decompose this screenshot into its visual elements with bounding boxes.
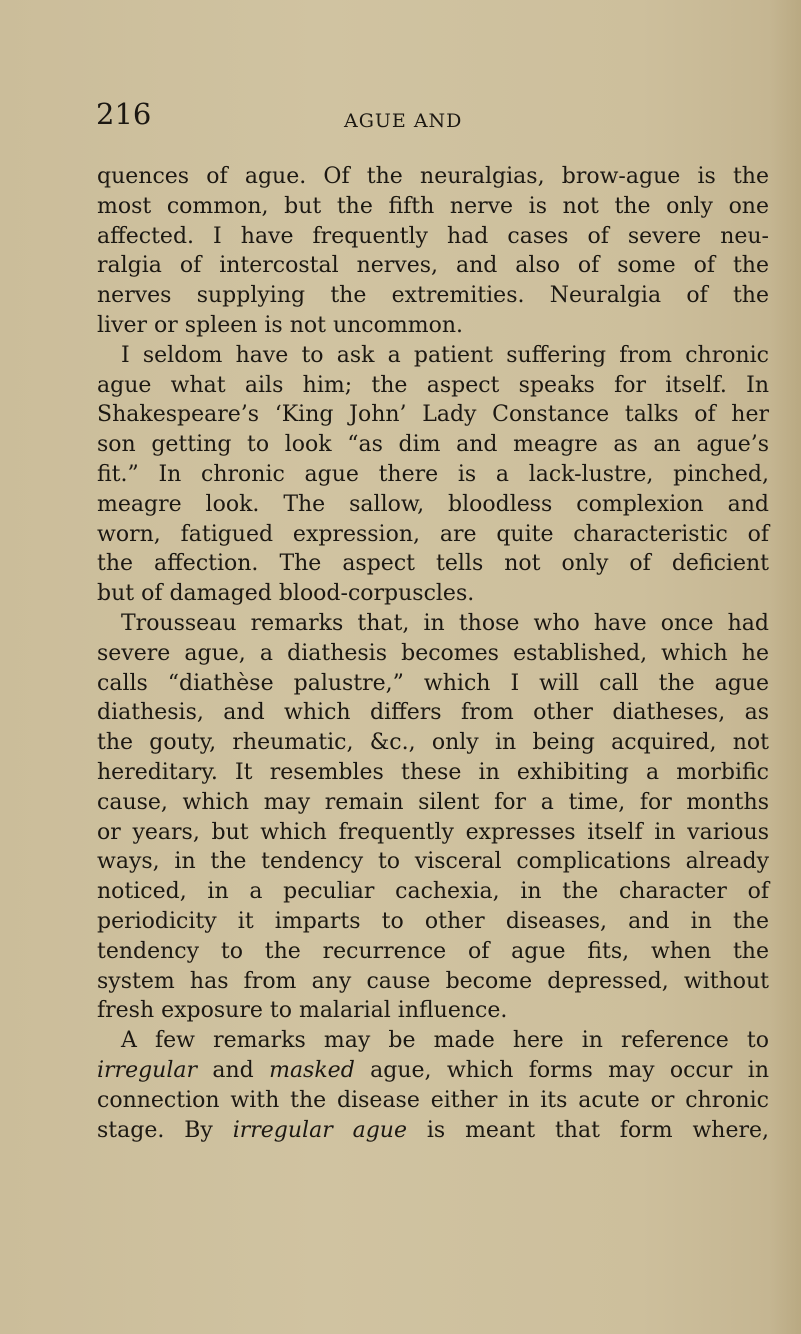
text-line: son getting to look “as dim and meagre as an ague’s	[97, 432, 769, 458]
text-line: the affection. The aspect tells not only of deficient	[97, 551, 769, 577]
text-line: the gouty, rheumatic, &c., only in being acquired, not	[97, 730, 769, 756]
text-line: meagre look. The sallow, bloodless complexion and	[97, 491, 769, 517]
text-line: quences of ague. Of the neuralgias, brow-ague is the	[97, 164, 769, 189]
running-head: AGUE AND	[344, 110, 463, 132]
text-line: but of damaged blood-corpuscles.	[97, 581, 475, 607]
text-segment: and	[197, 1057, 270, 1083]
text-line: fresh exposure to malarial influence.	[97, 998, 508, 1024]
text-line: most common, but the fifth nerve is not the only one	[97, 193, 769, 219]
text-line: I seldom have to ask a patient suffering from chronic	[121, 342, 769, 368]
text-line: hereditary. It resembles these in exhibiting a morbific	[97, 759, 769, 785]
text-line: or years, but which frequently expresses itself in various	[97, 819, 769, 845]
text-line: ague what ails him; the aspect speaks for itself. In	[97, 372, 769, 398]
text-line	[97, 1026, 769, 1056]
text-segment: A few remarks may be made here in reference to	[121, 1028, 769, 1054]
text-line: noticed, in a peculiar cachexia, in the character of	[97, 879, 769, 905]
text-line: severe ague, a diathesis becomes established, which he	[97, 640, 769, 666]
page-number: 216	[96, 97, 152, 131]
text-line: affected. I have frequently had cases of severe neu-	[97, 223, 769, 249]
text-line	[97, 1056, 769, 1086]
text-line: nerves supplying the extremities. Neuralgia of the	[97, 283, 769, 309]
italic-term-irregular-ague: irregular ague	[232, 1117, 407, 1143]
text-line: calls “diathèse palustre,” which I will call the ague	[97, 670, 769, 696]
text-line: Trousseau remarks that, in those who have once had	[121, 610, 769, 636]
text-line: system has from any cause become depressed, without	[97, 968, 769, 994]
text-line: diathesis, and which differs from other diatheses, as	[97, 700, 769, 726]
text-line: worn, fatigued expression, are quite characteristic of	[97, 521, 769, 547]
text-line: periodicity it imparts to other diseases, and in the	[97, 908, 769, 934]
text-line: fit.” In chronic ague there is a lack-lustre, pinched,	[97, 461, 769, 487]
text-line: liver or spleen is not uncommon.	[97, 312, 463, 338]
text-segment: is meant that form where,	[406, 1117, 769, 1143]
body-text	[97, 162, 769, 1145]
italic-term-masked: masked	[269, 1057, 355, 1083]
text-line: ways, in the tendency to visceral complications already	[97, 849, 769, 875]
text-segment: stage. By	[97, 1117, 233, 1143]
text-line	[97, 1116, 769, 1146]
italic-term-irregular: irregular	[97, 1057, 198, 1083]
text-line: Shakespeare’s ‘King John’ Lady Constance talks of her	[97, 402, 769, 428]
text-line: ralgia of intercostal nerves, and also of some of the	[97, 253, 769, 279]
text-segment: ague, which forms may occur in	[354, 1057, 769, 1083]
text-line: cause, which may remain silent for a time, for months	[97, 789, 769, 815]
text-line: tendency to the recurrence of ague fits, when the	[97, 938, 769, 964]
text-line: connection with the disease either in its acute or chronic	[97, 1087, 769, 1113]
